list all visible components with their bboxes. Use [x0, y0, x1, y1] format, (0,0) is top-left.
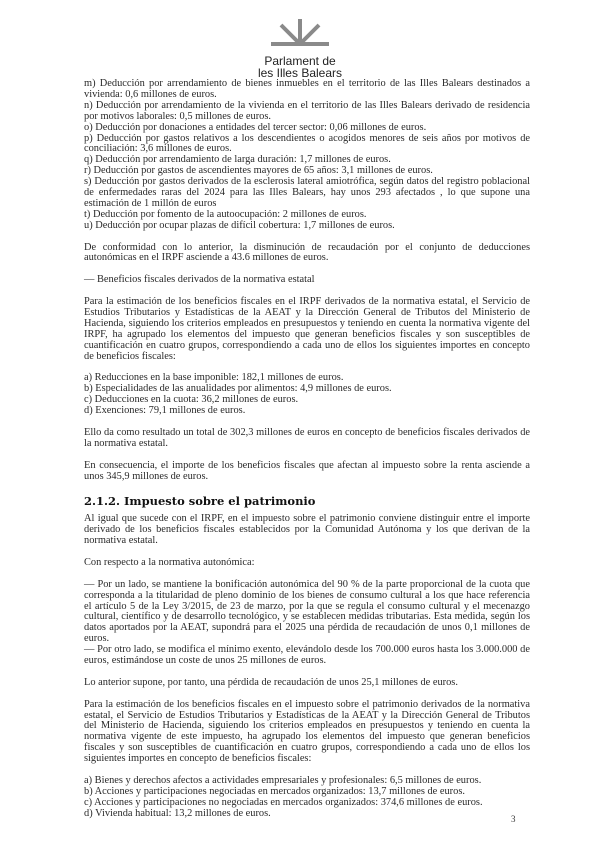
- list-item: m) Deducción por arrendamiento de bienes inmuebles en el territorio de las Illes Balears destinados a vivienda: 0,6 millones de euros.: [84, 78, 530, 100]
- list-item: o) Deducción por donaciones a entidades del tercer sector: 0,06 millones de euros.: [84, 121, 427, 133]
- list-item: c) Acciones y participaciones no negociadas en mercados organizados: 374,6 millones de euros.: [84, 796, 483, 808]
- list-item: s) Deducción por gastos derivados de la esclerosis lateral amiotrófica, según datos del registro poblacional de enfermedades raras del 2024 para las Illes Balears, hay unos 293 afectados , lo que supone una estimación de 1 millón de euros: [84, 176, 530, 209]
- paragraph-conformidad: De conformidad con lo anterior, la disminución de recaudación por el conjunto de deducciones autonómicas en el IRPF asciende a 43.6 millones de euros.: [84, 241, 530, 264]
- paragraph-total: Ello da como resultado un total de 302,3 millones de euros en concepto de beneficios fiscales derivados de la normativa estatal.: [84, 426, 530, 449]
- subheading-estatal: — Beneficios fiscales derivados de la normativa estatal: [84, 274, 315, 286]
- list-item: d) Exenciones: 79,1 millones de euros.: [84, 405, 246, 417]
- list-item: c) Deducciones en la cuota: 36,2 millones de euros.: [84, 394, 299, 406]
- paragraph-igual: Al igual que sucede con el IRPF, en el impuesto sobre el patrimonio conviene distinguir entre el importe derivado de los beneficios fiscales establecidos por la Comunidad Autónoma y los que derivan de la normativa estatal.: [84, 513, 530, 547]
- list-item: a) Reducciones en la base imponible: 182,1 millones de euros.: [84, 372, 344, 384]
- paragraph-minimo: — Por otro lado, se modifica el mínimo exento, elevándolo desde los 700.000 euros hasta los 3.000.000 de euros, estimándose un coste de unos 25 millones de euros.: [84, 644, 530, 667]
- list-item: b) Especialidades de las anualidades por alimentos: 4,9 millones de euros.: [84, 383, 392, 395]
- section-heading: 2.1.2. Impuesto sobre el patrimonio: [84, 494, 316, 509]
- list-item: q) Deducción por arrendamiento de larga duración: 1,7 millones de euros.: [84, 154, 391, 166]
- list-item: t) Deducción por fomento de la autoocupación: 2 millones de euros.: [84, 208, 367, 220]
- page-header: [0, 0, 600, 80]
- list-item: n) Deducción por arrendamiento de la vivienda en el territorio de las Illes Balears derivado de residencia por motivos laborales: 0,5 millones de euros.: [84, 99, 530, 122]
- list-item: r) Deducción por gastos de ascendientes mayores de 65 años: 3,1 millones de euros.: [84, 165, 433, 177]
- list-item: p) Deducción por gastos relativos a los descendientes o acogidos menores de seis años por motivos de conciliación: 3,6 millones de euros.: [84, 132, 530, 155]
- paragraph-bonificacion: — Por un lado, se mantiene la bonificación autonómica del 90 % de la parte proporcional de la cuota que corresponda a la titularidad de pleno dominio de los bienes de consumo cultural a los que hace referencia el artículo 5 de la Ley 3/2015, de 23 de marzo, por la que se regula el consumo cultural y el mecenazgo cultural, científico y de desarrollo tecnológico, y se establecen medidas tributarias. Esta medida, según los datos aportados por la AEAT, supondrá para el 2025 una pérdida de recaudación de unos 0,1 millones de euros.: [84, 578, 530, 645]
- document-body: [84, 79, 530, 820]
- paragraph-respecto: Con respecto a la normativa autonómica:: [84, 556, 255, 568]
- list-item: b) Acciones y participaciones negociadas en mercados organizados: 13,7 millones de euros.: [84, 785, 465, 797]
- paragraph-consecuencia: En consecuencia, el importe de los beneficios fiscales que afectan al impuesto sobre la renta asciende a unos 345,9 millones de euros.: [84, 459, 530, 482]
- list-item: a) Bienes y derechos afectos a actividades empresariales y profesionales: 6,5 millones de euros.: [84, 775, 482, 786]
- organization-name-line1: Parlament de: [264, 54, 336, 68]
- organization-name-line2: les Illes Balears: [257, 66, 343, 80]
- paragraph-estimacion-irpf: Para la estimación de los beneficios fiscales en el IRPF derivados de la normativa estatal, el Servicio de Estudios Tributarios y Estadísticas de la AEAT y la Dirección General de Tributos del Ministerio de Hacienda, siguiendo los criterios empleados en presupuestos y teniendo en cuenta la normativa vigente del IRPF, ha agrupado los elementos del impuesto que generan beneficios fiscales y son susceptibles de cuantificación en cuatro grupos, correspondiendo a cada uno de ellos los siguientes importes en concepto de beneficios fiscales:: [84, 296, 530, 362]
- paragraph-anterior: Lo anterior supone, por tanto, una pérdida de recaudación de unos 25,1 millones de euros.: [84, 676, 458, 688]
- sunburst-logo-icon: [267, 17, 333, 47]
- page-number: 3: [511, 814, 516, 824]
- list-item: u) Deducción por ocupar plazas de difícil cobertura: 1,7 millones de euros.: [84, 219, 395, 231]
- paragraph-estimacion-patrimonio: Para la estimación de los beneficios fiscales en el impuesto sobre el patrimonio derivados de la normativa estatal, el Servicio de Estudios Tributarios y Estadísticas de la AEAT y la Dirección General de Tributos del Ministerio de Hacienda, siguiendo los criterios empleados en presupuestos y teniendo en cuenta la normativa vigente de este impuesto, ha agrupado los elementos del impuesto que generan beneficios fiscales y son susceptibles de cuantificación en cuatro grupos, correspondiendo a cada uno de ellos los siguientes importes en concepto de beneficios fiscales:: [84, 698, 530, 765]
- list-item: d) Vivienda habitual: 13,2 millones de euros.: [84, 807, 271, 819]
